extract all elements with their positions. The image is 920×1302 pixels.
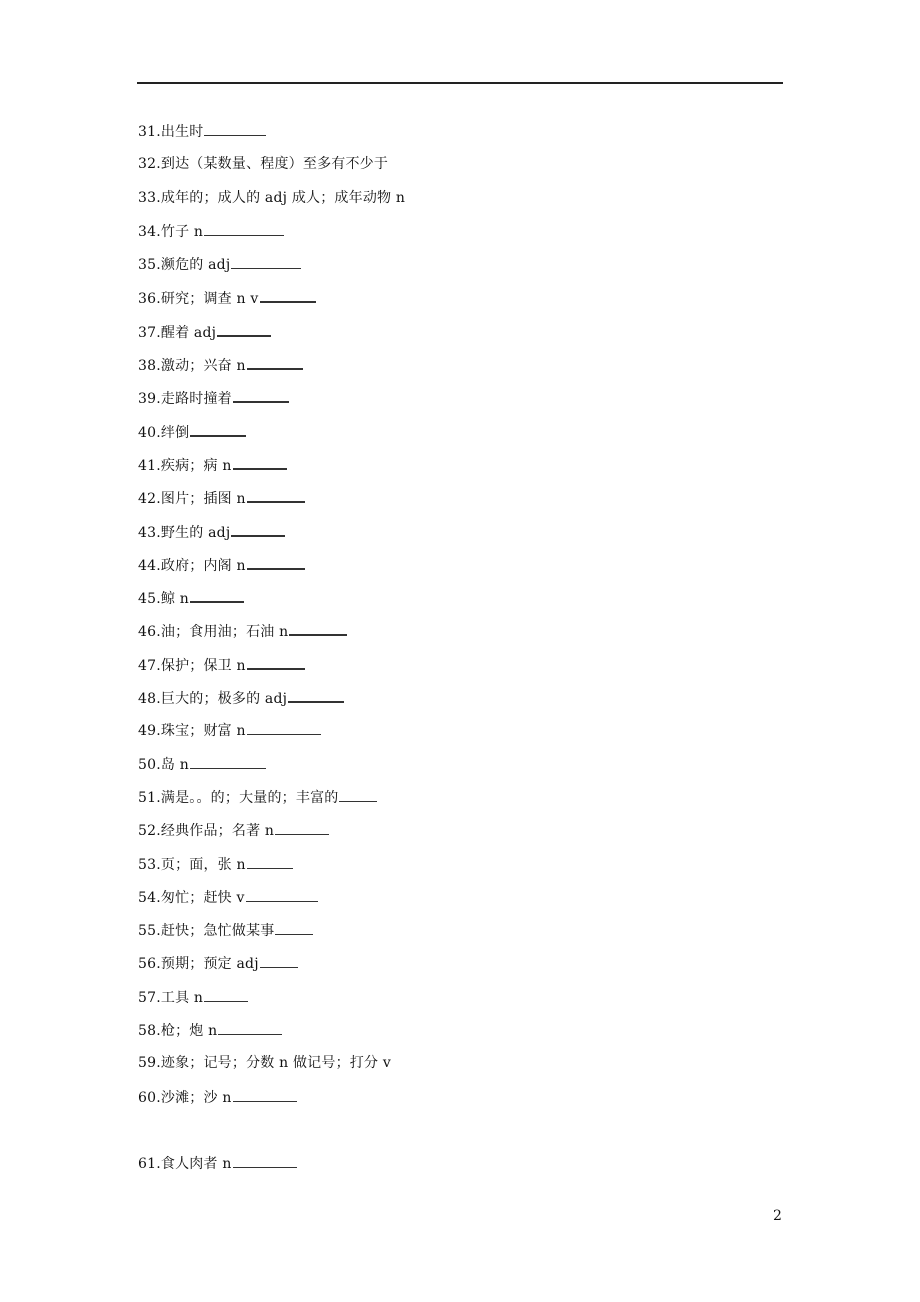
vocab-item-text: 32.到达（某数量、程度）至多有不少于 [138,156,389,173]
vocab-item [138,952,405,985]
answer-blank [233,453,287,470]
answer-blank [288,686,344,703]
vocab-item-text: 59.迹象；记号；分数 n 做记号；打分 v [138,1055,391,1072]
answer-blank [218,1019,282,1035]
vocab-item [138,220,405,253]
answer-blank [204,120,266,136]
vocab-item [138,586,405,619]
answer-blank [233,1086,297,1102]
answer-blank [204,220,284,236]
answer-blank [247,719,321,735]
header-rule [137,82,783,84]
vocab-item [138,1052,405,1085]
vocab-item-text: 38.激动；兴奋 n [138,358,246,375]
vocab-item [138,153,405,186]
vocab-item [138,320,405,353]
vocab-item-text: 56.预期；预定 adj [138,956,259,973]
vocab-item [138,420,405,453]
vocab-item-text: 33.成年的；成人的 adj 成人；成年动物 n [138,189,406,206]
answer-blank [247,853,293,869]
vocab-item [138,187,405,220]
vocab-item [138,753,405,786]
vocab-item [138,253,405,286]
vocab-item-text: 54.匆忙；赶快 v [138,889,245,906]
answer-blank [246,886,318,902]
answer-blank [190,753,266,769]
answer-blank [275,919,313,935]
vocab-item-text: 49.珠宝；财富 n [138,723,246,740]
vocab-item-text: 58.枪；炮 n [138,1023,218,1040]
vocab-item [138,1152,405,1185]
answer-blank [247,653,305,670]
answer-blank [231,520,285,537]
vocab-item-text: 39.走路时撞着 [138,391,232,408]
vocab-item [138,553,405,586]
vocab-item-text: 60.沙滩；沙 n [138,1089,232,1106]
answer-blank [247,553,305,570]
vocab-item [138,353,405,386]
vocab-item-text: 37.醒着 adj [138,324,217,341]
answer-blank [260,286,316,303]
answer-blank [275,819,329,835]
answer-blank [190,420,246,437]
answer-blank [260,952,298,968]
vocab-item-text: 61.食人肉者 n [138,1155,232,1172]
vocab-item [138,520,405,553]
vocab-item-text: 46.油；食用油；石油 n [138,624,289,641]
vocab-item [138,686,405,719]
vocab-item-text: 53.页；面，张 n [138,856,246,873]
vocab-item-text: 48.巨大的；极多的 adj [138,691,288,708]
vocab-item [138,1019,405,1052]
vocab-item [138,619,405,652]
answer-blank [217,320,271,337]
answer-blank [190,586,244,603]
answer-blank [289,619,347,636]
vocab-item [138,919,405,952]
vocab-item [138,819,405,852]
answer-blank [339,786,377,802]
vocab-item-text: 45.鲸 n [138,591,189,608]
vocab-item-text: 40.绊倒 [138,424,190,441]
vocab-item [138,286,405,319]
answer-blank [233,1152,297,1168]
answer-blank [231,253,301,269]
vocab-item [138,786,405,819]
answer-blank [247,353,303,370]
vocab-item [138,853,405,886]
vocabulary-list [138,120,405,1185]
vocab-item [138,986,405,1019]
vocab-item [138,386,405,419]
vocab-item-text: 43.野生的 adj [138,524,231,541]
vocab-item-text: 51.满是。。的；大量的；丰富的 [138,789,339,806]
vocab-item [138,453,405,486]
vocab-item-text: 44.政府；内阁 n [138,557,246,574]
vocab-item-text: 57.工具 n [138,989,204,1006]
vocab-item-text: 47.保护；保卫 n [138,657,246,674]
vocab-item [138,719,405,752]
vocab-item-text: 35.濒危的 adj [138,257,231,274]
vocab-item-text: 55.赶快；急忙做某事 [138,923,275,940]
vocab-item-text: 36.研究；调查 n v [138,291,259,308]
vocab-item [138,120,405,153]
answer-blank [247,486,305,503]
vocab-item [138,1086,405,1119]
page-number: 2 [773,1208,782,1224]
vocab-item-text: 31.出生时 [138,124,204,140]
answer-blank [204,986,248,1002]
vocab-item-text: 41.疾病；病 n [138,457,232,474]
vocab-item [138,486,405,519]
vocab-item [138,886,405,919]
vocab-item-text: 50.岛 n [138,756,189,773]
answer-blank [233,386,289,403]
vocab-item [138,653,405,686]
vocab-item-text: 52.经典作品；名著 n [138,823,275,840]
vocab-item-text: 34.竹子 n [138,223,204,240]
vocab-item-text: 42.图片；插图 n [138,491,246,508]
